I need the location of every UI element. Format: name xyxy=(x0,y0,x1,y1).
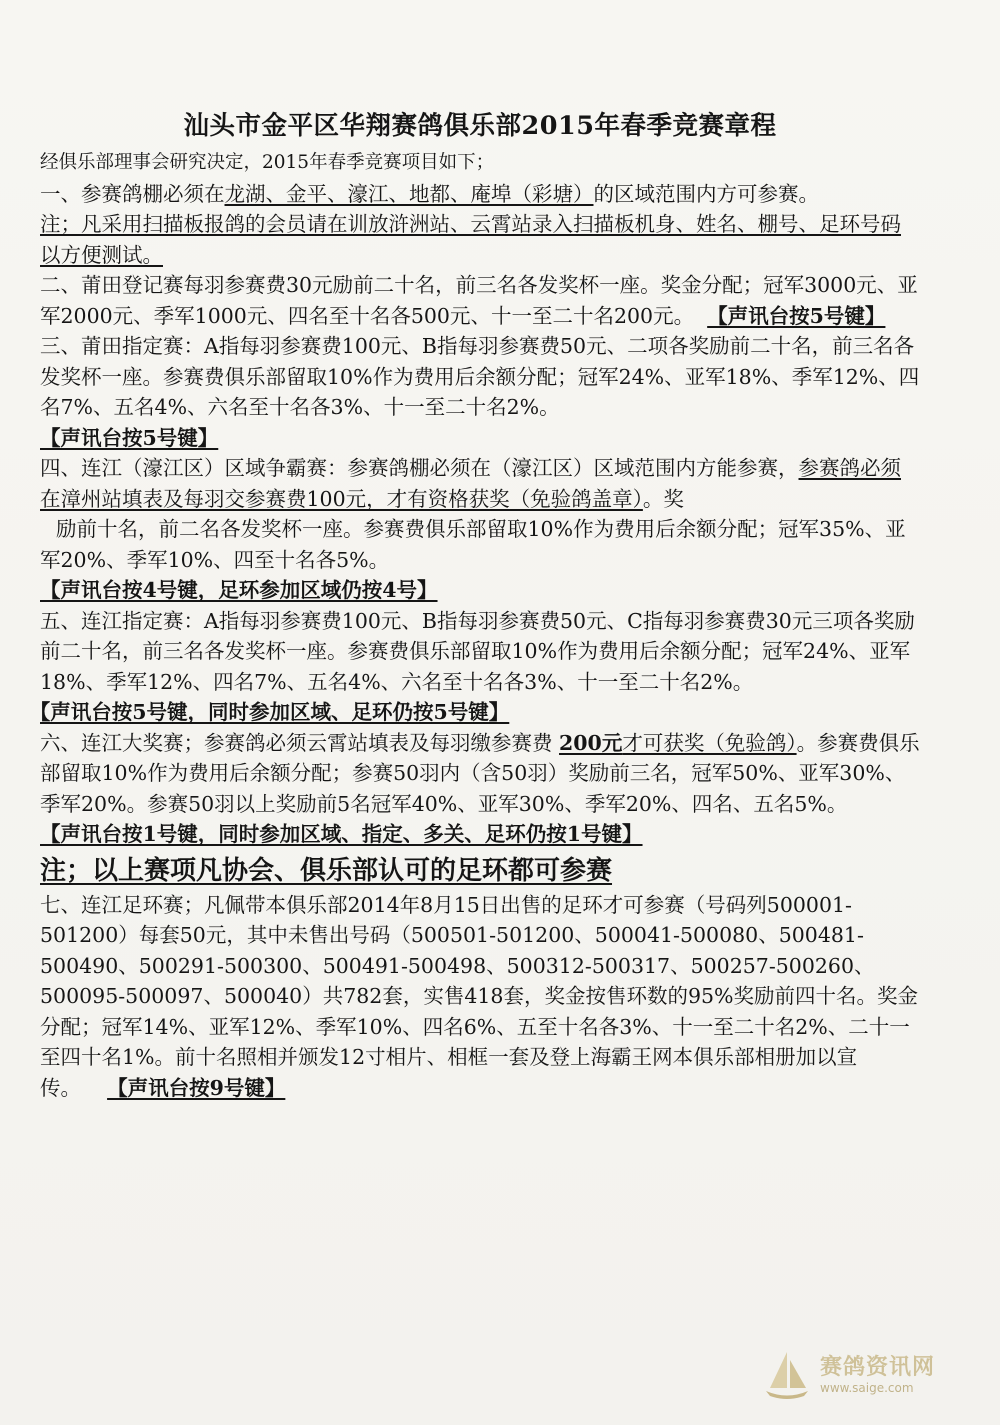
section-1-regions: 龙湖、金平、濠江、地都、庵埠（彩塘） xyxy=(224,181,594,206)
section-6-condition: 才可获奖（免验鸽） xyxy=(622,730,797,755)
eligibility-note: 注；以上赛项凡协会、俱乐部认可的足环都可参赛 xyxy=(40,855,613,886)
section-6 xyxy=(40,728,920,820)
section-3-hotline: 【声讯台按5号键】 xyxy=(40,425,219,450)
section-4-requirement: 参赛鸽必须在漳州站填表及每羽交参赛费100元，才有资格获奖（免验鸽盖章） xyxy=(40,456,901,511)
section-2-hotline: 【声讯台按5号键】 xyxy=(707,303,886,328)
section-6-fee: 200元 xyxy=(559,730,623,755)
section-3-hotline-line xyxy=(40,423,920,454)
section-6-hotline-line xyxy=(40,819,920,850)
sailboat-logo-icon xyxy=(760,1348,814,1402)
section-3-text: 三、莆田指定赛：A指每羽参赛费100元、B指每羽参赛费50元、二项各奖励前二十名，前三名各发奖杯一座。参赛费俱乐部留取10%作为费用后余额分配；冠军24%、亚军18%、季军12%、四名7%、五名4%、六名至十名各3%、十一至二十名2%。 xyxy=(40,334,920,419)
section-2 xyxy=(40,270,920,331)
section-1-lead: 一、参赛鸽棚必须在 xyxy=(40,181,225,206)
section-5 xyxy=(40,606,920,728)
section-5-text: 五、连江指定赛：A指每羽参赛费100元、B指每羽参赛费50元、C指每羽参赛费30元三项各奖励前二十名，前三名各发奖杯一座。参赛费俱乐部留取10%作为费用后余额分配；冠军24%、亚军18%、季军12%、四名7%、五名4%、六名至十名各3%、十一至二十名2%。 xyxy=(40,608,915,694)
section-6-lead: 六、连江大奖赛；参赛鸽必须云霄站填表及每羽缴参赛费 xyxy=(40,730,553,755)
section-7-text: 七、连江足环赛；凡佩带本俱乐部2014年8月15日出售的足环才可参赛（号码列500001-501200）每套50元，其中未售出号码（500501-501200、500041-500080、500481-500490、500291-500300、500491-500498、500312-500317、500257-500260、500095-500097、500040）共782套，实售418套，奖金按售环数的95%奖励前四十名。奖金分配；冠军14%、亚军12%、季军10%、四名6%、五至十名各3%、十一至二十名2%、二十一至四十名1%。前十名照相并颁发12寸相片、相框一套及登上海霸王网本俱乐部相册加以宣传。 xyxy=(40,892,919,1100)
section-4 xyxy=(40,453,920,514)
section-7-hotline: 【声讯台按9号键】 xyxy=(107,1075,286,1100)
section-2-text: 二、莆田登记赛每羽参赛费30元励前二十名，前三名各发奖杯一座。奖金分配；冠军3000元、亚军2000元、季军1000元、四名至十名各500元、十一至二十名200元。 xyxy=(40,273,918,328)
section-6-hotline: 【声讯台按1号键，同时参加区域、指定、多关、足环仍按1号键】 xyxy=(40,822,643,846)
document-title: 汕头市金平区华翔赛鸽俱乐部2015年春季竞赛章程 xyxy=(183,111,777,141)
section-6-detail: 。参赛费俱乐部留取10%作为费用后余额分配；参赛50羽内（含50羽）奖励前三名，冠军50%、亚军30%、季军20%。参赛50羽以上奖励前5名冠军40%、亚军30%、季军20%、四名、五名5%。 xyxy=(40,730,920,816)
section-4-hotline: 【声讯台按4号键，足环参加区域仍按4号】 xyxy=(40,578,438,602)
intro-text: 经俱乐部理事会研究决定，2015年春季竞赛项目如下； xyxy=(40,152,495,173)
section-4-detail: 励前十名，前二名各发奖杯一座。参赛费俱乐部留取10%作为费用后余额分配；冠军35%、亚军20%、季军10%、四至十名各5%。 xyxy=(40,517,906,572)
section-5-hotline: 【声讯台按5号键，同时参加区域、足环仍按5号键】 xyxy=(40,700,510,724)
section-4-lead: 四、连江（濠江区）区域争霸赛：参赛鸽棚必须在（濠江区）区域范围内方能参赛， xyxy=(40,456,799,480)
section-3 xyxy=(40,331,920,423)
watermark-name: 赛鸽资讯网 xyxy=(820,1355,936,1380)
watermark-text xyxy=(820,1355,935,1395)
section-4-hotline-line xyxy=(40,575,920,606)
section-7 xyxy=(40,890,920,1104)
section-1-note: 注；凡采用扫描板报鸽的会员请在训放浒洲站、云霄站录入扫描板机身、姓名、棚号、足环号码以方便测试。 xyxy=(40,212,901,267)
section-1 xyxy=(40,179,920,210)
site-watermark xyxy=(760,1345,970,1405)
section-4-mid: 。奖 xyxy=(642,486,684,511)
watermark-url: www.saige.com xyxy=(820,1381,914,1395)
section-1-tail: 的区域范围内方可参赛。 xyxy=(593,181,819,206)
document-body xyxy=(40,108,920,1103)
